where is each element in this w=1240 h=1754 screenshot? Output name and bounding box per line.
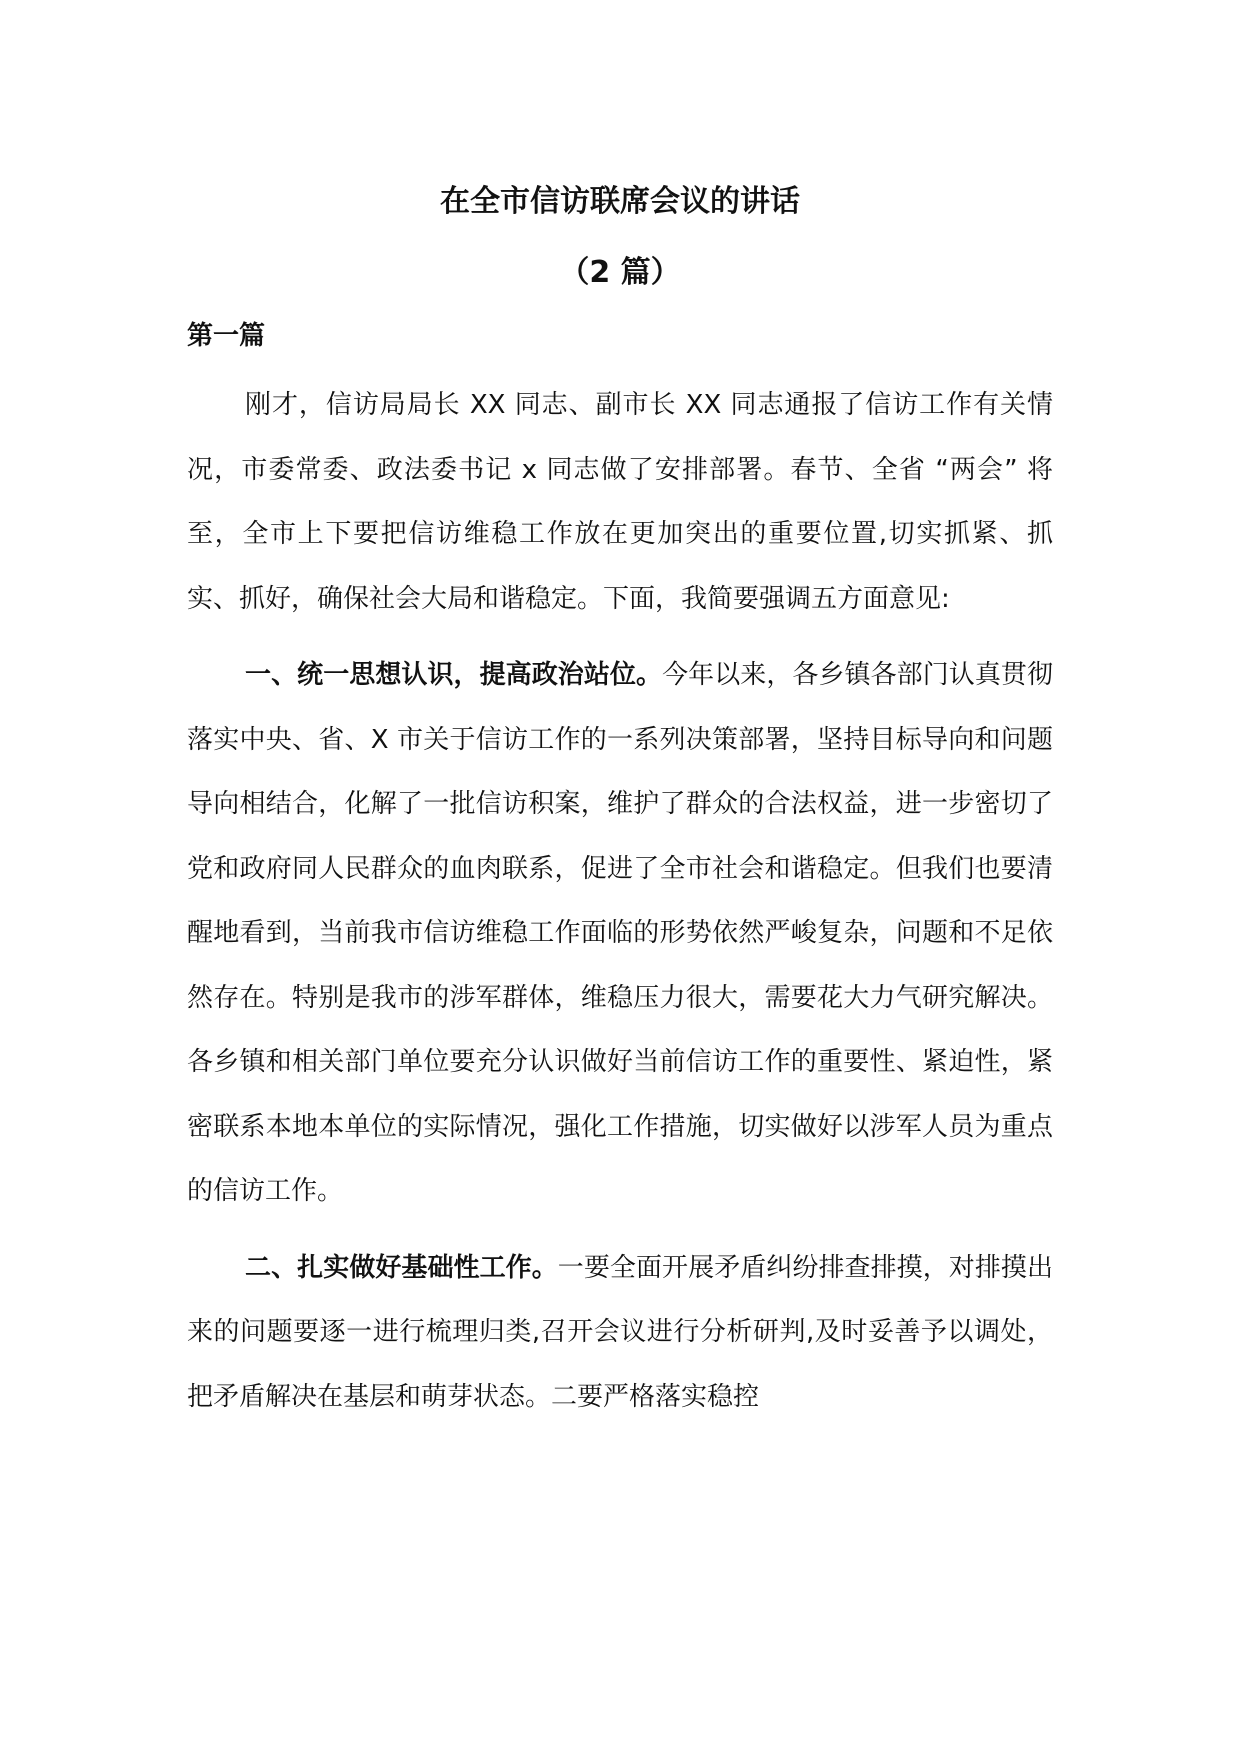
section-heading: 第一篇 <box>187 321 266 351</box>
paragraph-text: 今年以来，各乡镇各部门认真贯彻落实中央、省、X 市关于信访工作的一系列决策部署，坚持目标导向和问题导向相结合，化解了一批信访积案，维护了群众的合法权益，进一步密切了党和政府同人民群众的血肉联系，促进了全市社会和谐稳定。但我们也要清醒地看到，当前我市信访维稳工作面临的形势依然严峻复杂，问题和不足依然存在。特别是我市的涉军群体，维稳压力很大，需要花大力气研究解决。各乡镇和相关部门单位要充分认识做好当前信访工作的重要性、紧迫性，紧密联系本地本单位的实际情况，强化工作措施，切实做好以涉军人员为重点的信访工作。 <box>187 660 1053 1206</box>
document-subtitle: （2 篇） <box>559 255 681 290</box>
paragraph-text: 刚才，信访局局长 XX 同志、副市长 XX 同志通报了信访工作有关情况，市委常委、政法委书记 x 同志做了安排部署。春节、全省 “两会” 将至，全市上下要把信访维稳工作放在更加突出的重要位置,切实抓紧、抓实、抓好，确保社会大局和谐稳定。下面，我简要强调五方面意见: <box>187 390 1053 614</box>
paragraph-lead: 一、统一思想认识，提高政治站位。 <box>245 660 663 690</box>
document-body <box>187 316 1053 1441</box>
paragraph-lead: 二、扎实做好基础性工作。 <box>245 1252 558 1283</box>
document-title: 在全市信访联席会议的讲话 <box>440 184 800 219</box>
paragraph-text: 一要全面开展矛盾纠纷排查排摸，对排摸出来的问题要逐一进行梳理归类,召开会议进行分析研判,及时妥善予以调处，把矛盾解决在基层和萌芽状态。二要严格落实稳控 <box>187 1252 1053 1412</box>
paragraph-point-1 <box>187 643 1053 1224</box>
paragraph-point-2 <box>187 1236 1053 1430</box>
paragraph-intro <box>187 373 1053 631</box>
